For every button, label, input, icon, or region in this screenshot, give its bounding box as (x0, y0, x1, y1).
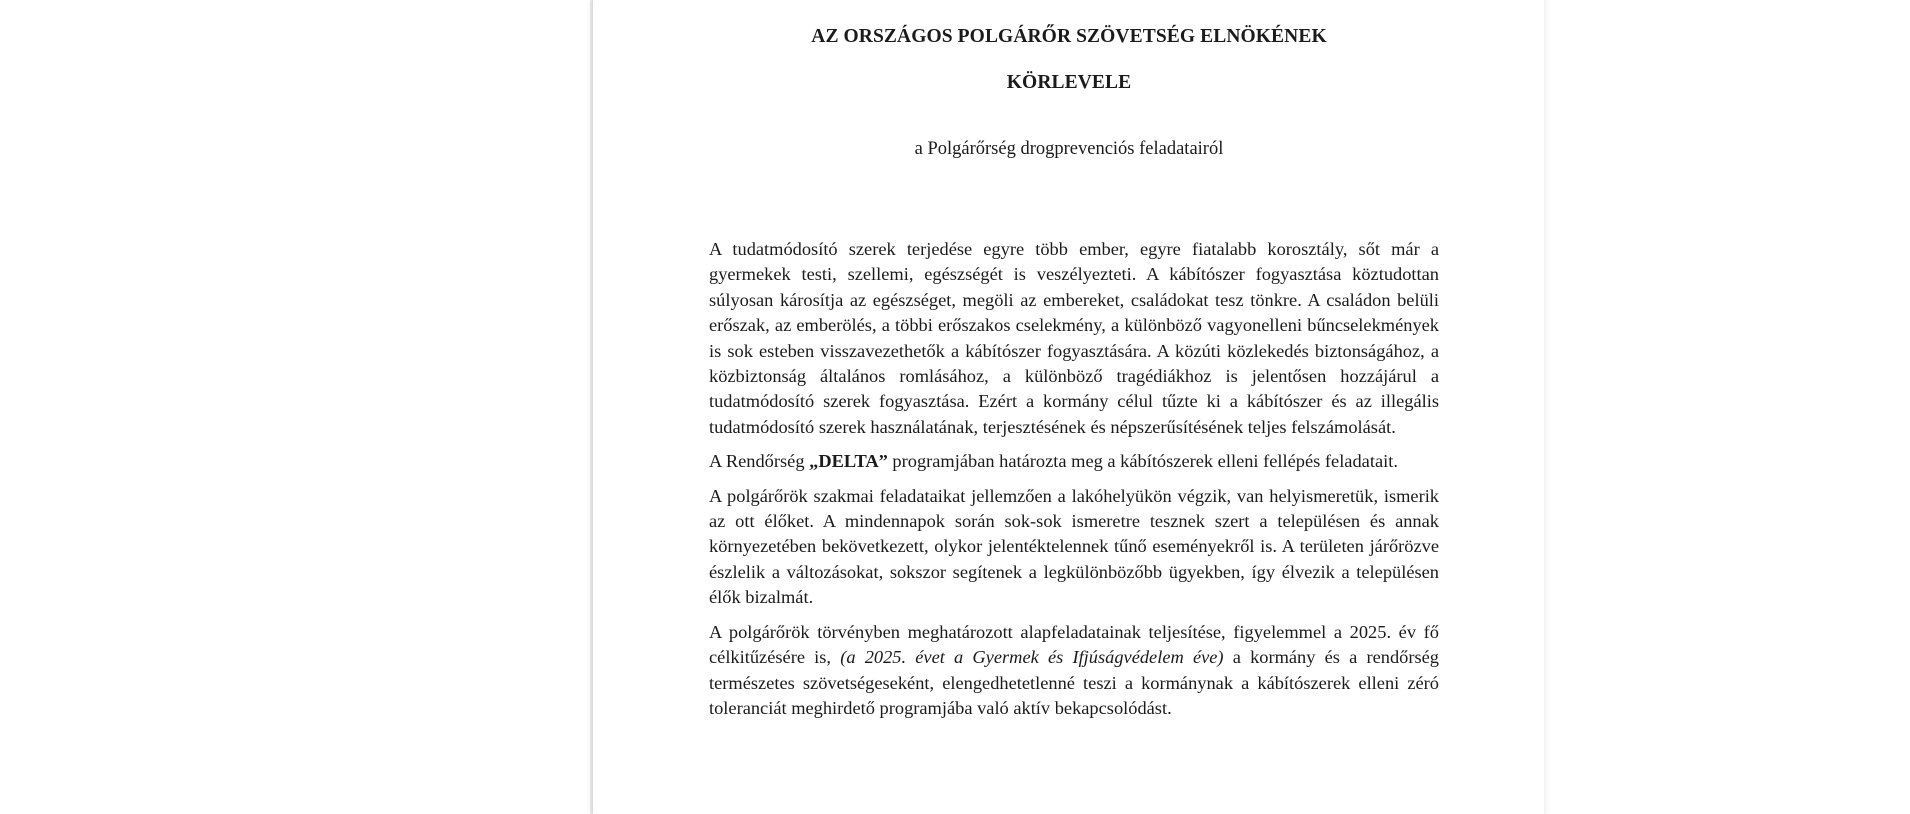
document-title-line-1: AZ ORSZÁGOS POLGÁRŐR SZÖVETSÉG ELNÖKÉNEK (811, 26, 1327, 47)
document-title-line-2: KÖRLEVELE (1006, 72, 1132, 93)
page-right-edge (1544, 0, 1547, 814)
paragraph-1: A tudatmódosító szerek terjedése egyre több ember, egyre fiatalabb korosztály, sőt már a gyermekek testi, szellemi, egészségét is veszélyezteti. A kábítószer fogyasztása köztudottan súlyosan károsítja az egészséget, megöli az embereket, családokat tesz tönkre. A családon belüli erőszak, az emberölés, a többi erőszakos cselekmény, a különböző vagyonelleni bűncselekmények is sok esteben visszavezethetők a kábítószer fogyasztására. A közúti közlekedés biztonságához, a közbiztonság általános romlásához, a különböző tragédiákhoz is jelentősen hozzájárul a tudatmódosító szerek fogyasztása. Ezért a kormány célul tűzte ki a kábítószer és az illegális tudatmódosító szerek használatának, terjesztésének és népszerűsítésének teljes felszámolását. (709, 239, 1439, 437)
delta-program-name: „DELTA” (809, 451, 888, 472)
paragraph-3: A polgárőrök szakmai feladataikat jellemzően a lakóhelyükön végzik, van helyismeretük, ismerik az ott élőket. A mindennapok során sok-sok ismeretre tesznek szert a településen és annak környezetében bekövetkezett, olykor jelentéktelennek tűnő eseményekről is. A területen járőrözve észlelik a változásokat, sokszor segítenek a legkülönbözőbb ügyekben, így élvezik a településen élők bizalmát. (709, 485, 1439, 608)
paragraph-4-italic-note: (a 2025. évet a Gyermek és Ifjúságvédelem éve) (840, 647, 1224, 668)
paragraph-4 (709, 620, 1439, 722)
paragraph-2 (709, 449, 1439, 474)
paragraph-4-start: A polgárőrök törvényben meghatározott alapfeladatainak teljesítése, figyelemmel a 2025. év fő célkitűzésére is, (709, 621, 1439, 668)
paragraph-4-end: a kormány és a rendőrség természetes szövetségeseként, elengedhetetlenné teszi a kormánynak a kábítószerek elleni zéró toleranciát meghirdető programjába való aktív bekapcsolódást. (709, 647, 1439, 718)
paragraph-2-end: programjában határozta meg a kábítószerek elleni fellépés feladatait. (887, 451, 1398, 472)
document-body (709, 237, 1439, 730)
paragraph-2-start: A Rendőrség (709, 451, 810, 472)
document-subtitle: a Polgárőrség drogprevenciós feladatairól (914, 139, 1224, 159)
